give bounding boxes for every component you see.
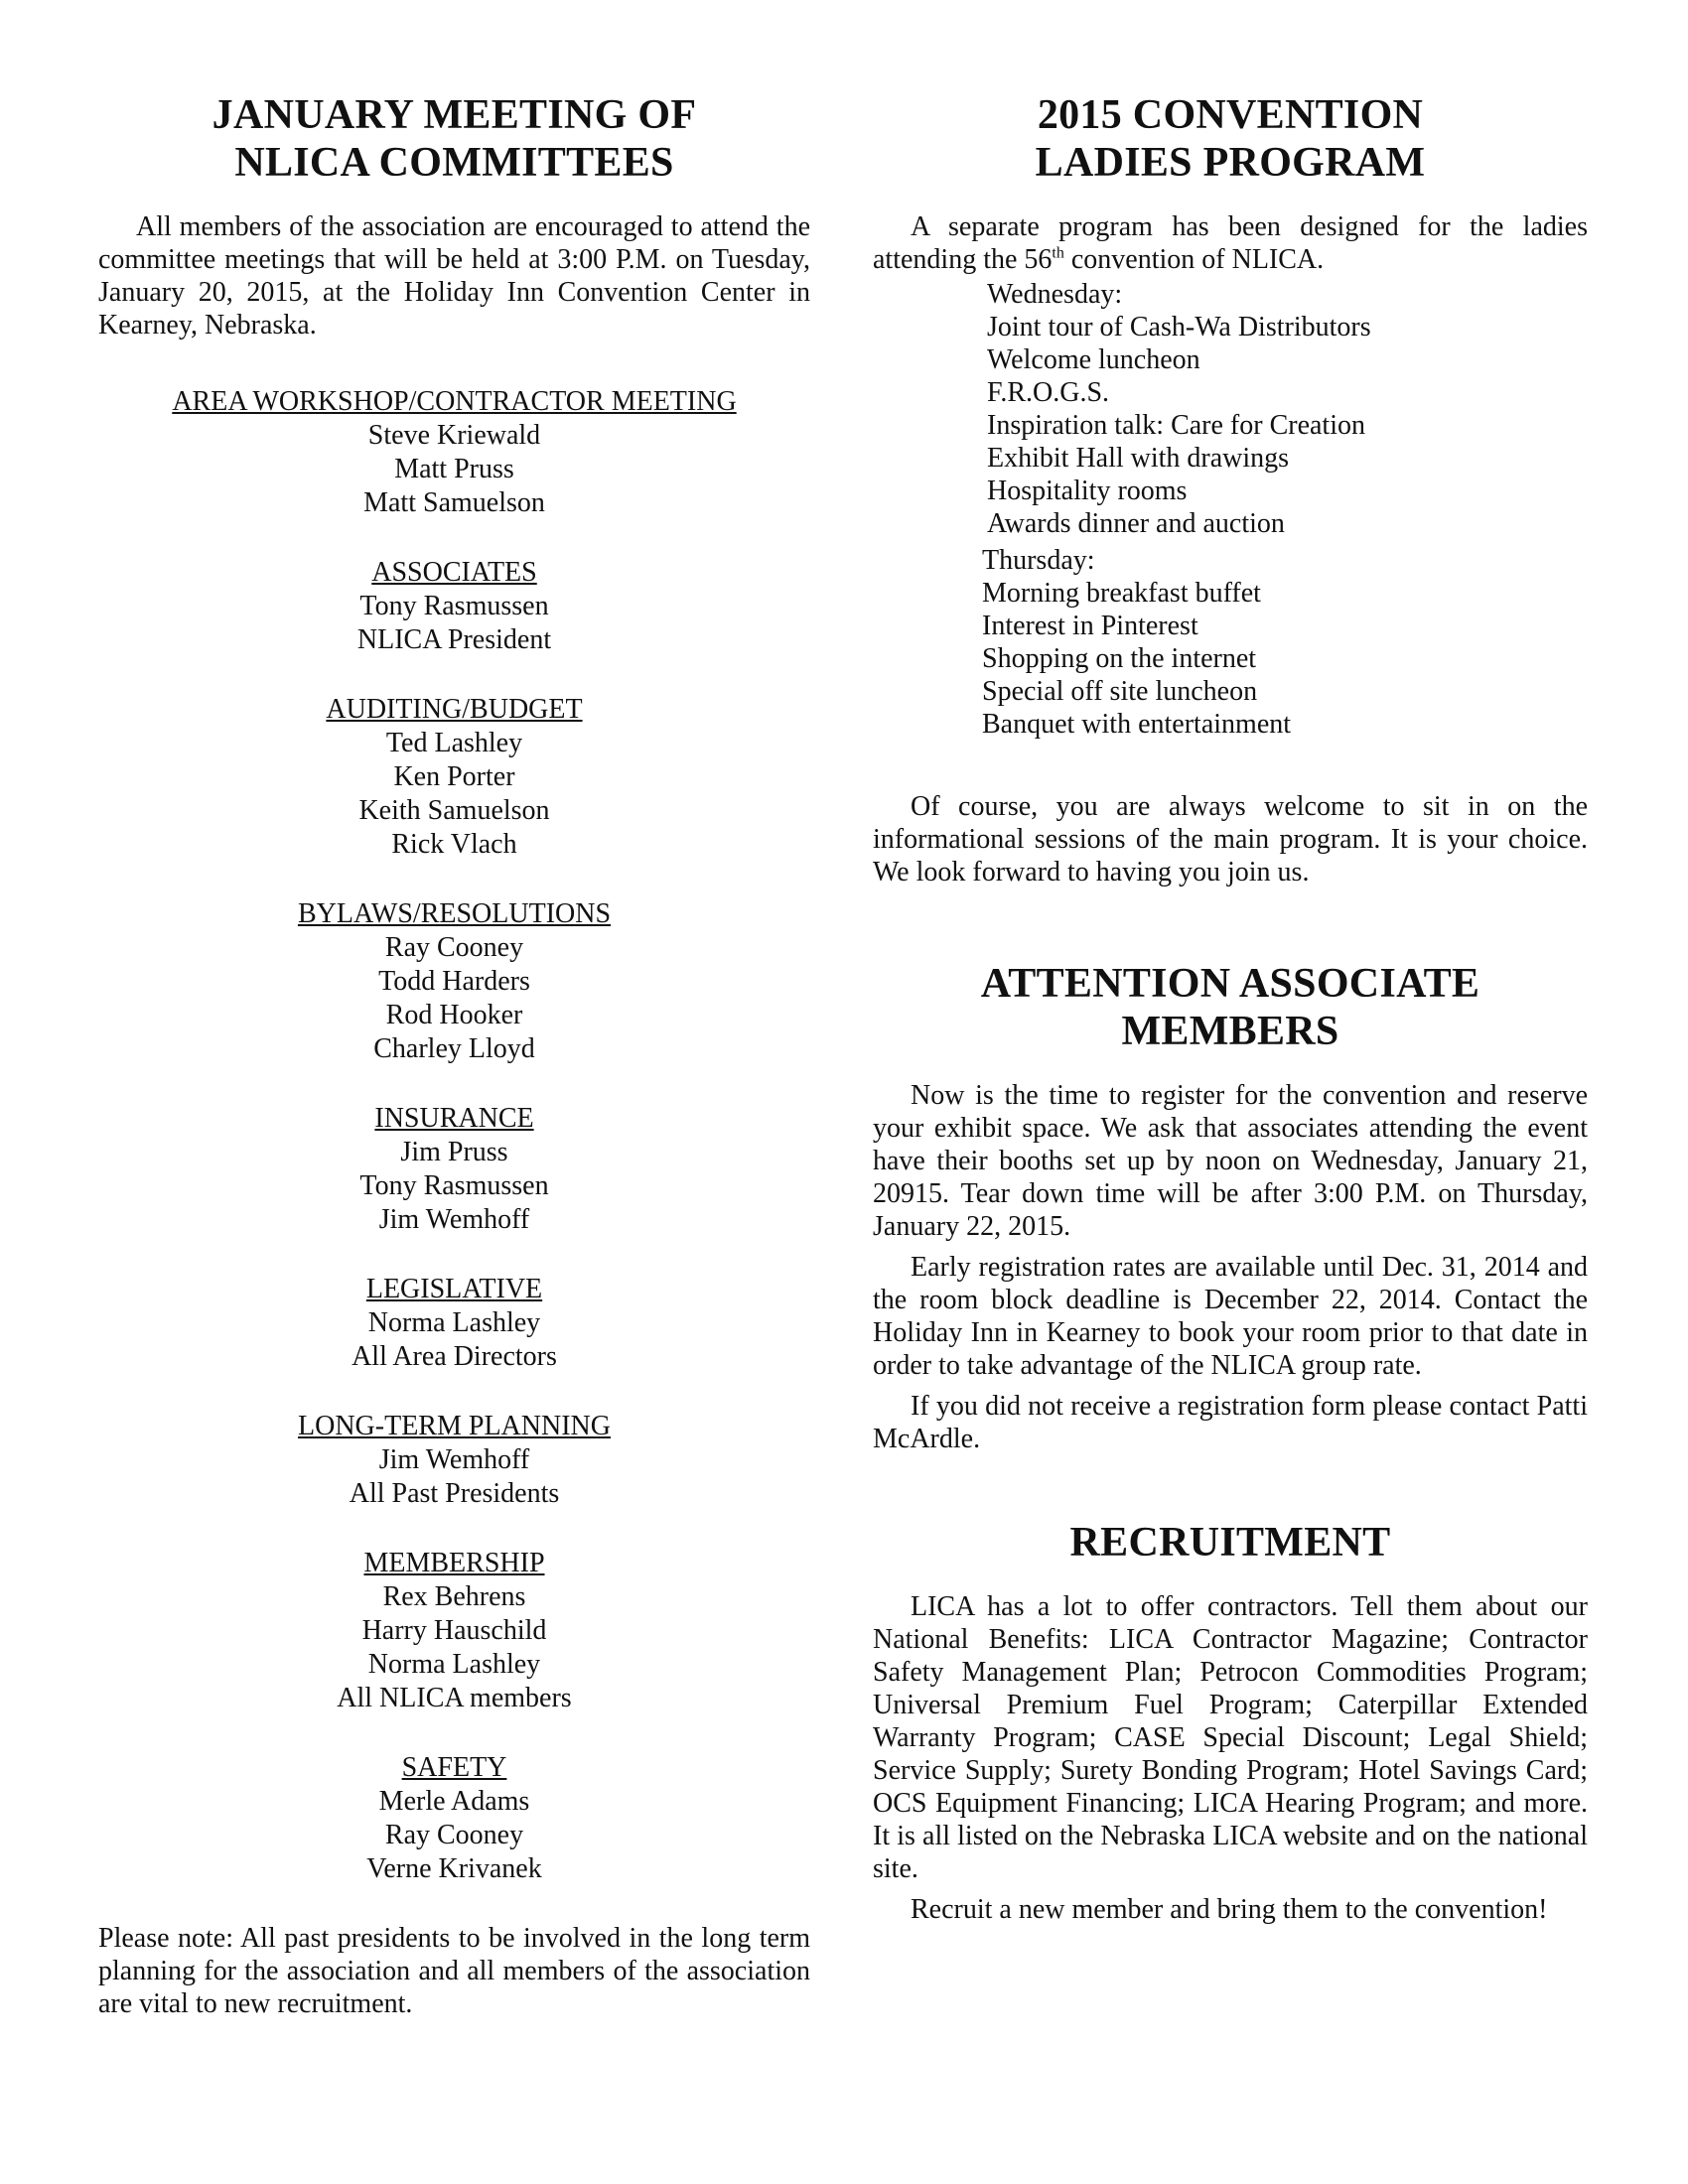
thursday-schedule xyxy=(873,544,1588,741)
committee-member: Rick Vlach xyxy=(391,829,517,860)
schedule-item: Awards dinner and auction xyxy=(987,508,1285,539)
committee-member: Jim Wemhoff xyxy=(378,1204,530,1235)
committee-member: Rod Hooker xyxy=(385,1000,523,1030)
ladies-program-intro: A separate program has been designed for the ladies attending the 56th convention of NLICA. xyxy=(873,211,1588,275)
committee-associates xyxy=(98,556,810,657)
committee-member: Ray Cooney xyxy=(384,1820,524,1850)
committee-member: Merle Adams xyxy=(378,1786,530,1817)
associates-title: ATTENTION ASSOCIATE MEMBERS xyxy=(980,961,1480,1054)
schedule-item: Shopping on the internet xyxy=(982,643,1257,674)
schedule-item: Interest in Pinterest xyxy=(982,611,1198,641)
committee-name: LEGISLATIVE xyxy=(365,1274,543,1304)
committee-member: Jim Pruss xyxy=(400,1137,508,1167)
committee-member: All Past Presidents xyxy=(349,1478,560,1509)
committee-member: Matt Pruss xyxy=(394,454,514,484)
committee-member: Ken Porter xyxy=(393,761,515,792)
committee-member: Jim Wemhoff xyxy=(378,1444,530,1475)
committee-bylaws-resolutions xyxy=(98,897,810,1066)
committee-name: BYLAWS/RESOLUTIONS xyxy=(297,898,612,929)
schedule-item: Inspiration talk: Care for Creation xyxy=(987,410,1365,441)
committee-member: NLICA President xyxy=(356,624,552,655)
committee-insurance xyxy=(98,1102,810,1237)
committees-note: Please note: All past presidents to be involved in the long term planning for the association and all members of the association are vital to new recruitment. xyxy=(98,1923,810,2019)
associates-paragraph-1: Now is the time to register for the convention and reserve your exhibit space. We ask that associates attending the event have their booths set up by noon on Wednesday, January 21, 20915. Tear down time will be after 3:00 P.M. on Thursday, January 22, 2015. xyxy=(873,1080,1588,1242)
committee-member: Charley Lloyd xyxy=(373,1033,535,1064)
right-column xyxy=(873,91,1588,1926)
ladies-program-closing: Of course, you are always welcome to sit in on the informational sessions of the main program. It is your choice. We look forward to having you join us. xyxy=(873,791,1588,887)
schedule-item: Hospitality rooms xyxy=(987,476,1188,506)
recruitment-paragraph-1: LICA has a lot to offer contractors. Tell them about our National Benefits: LICA Contractor Magazine; Contractor Safety Management Plan; Petrocon Commodities Program; Universal Premium Fuel Program; Caterpillar Extended Warranty Program; CASE Special Discount; Legal Shield; Service Supply; Surety Bonding Program; Hotel Savings Card; OCS Equipment Financing; LICA Hearing Program; and more. It is all listed on the Nebraska LICA website and on the national site. xyxy=(873,1591,1588,1884)
schedule-item: F.R.O.G.S. xyxy=(987,377,1110,408)
committee-member: Harry Hauschild xyxy=(361,1615,547,1646)
committee-name: LONG-TERM PLANNING xyxy=(298,1411,611,1441)
committee-member: All Area Directors xyxy=(352,1341,557,1372)
committee-name: AUDITING/BUDGET xyxy=(326,694,583,725)
committee-member: Keith Samuelson xyxy=(358,795,550,826)
associates-paragraph-3: If you did not receive a registration form please contact Patti McArdle. xyxy=(873,1391,1588,1454)
committee-member: Norma Lashley xyxy=(367,1649,541,1680)
committee-area-workshop xyxy=(98,385,810,520)
committees-intro: All members of the association are encouraged to attend the committee meetings that will be held at 3:00 P.M. on Tuesday, January 20, 2015, at the Holiday Inn Convention Center in Kearney, Nebraska. xyxy=(98,211,810,341)
schedule-item: Morning breakfast buffet xyxy=(982,578,1261,609)
schedule-item: Welcome luncheon xyxy=(987,344,1200,375)
wednesday-schedule xyxy=(873,278,1588,540)
recruitment-paragraph-2: Recruit a new member and bring them to the convention! xyxy=(911,1894,1548,1925)
recruitment-title: RECRUITMENT xyxy=(1069,1520,1391,1566)
schedule-item: Exhibit Hall with drawings xyxy=(987,443,1290,474)
committee-name: MEMBERSHIP xyxy=(363,1548,545,1578)
schedule-item: Thursday: xyxy=(982,545,1095,576)
committee-legislative xyxy=(98,1273,810,1374)
committee-member: Norma Lashley xyxy=(367,1307,541,1338)
committee-member: Verne Krivanek xyxy=(366,1853,542,1884)
committee-member: Steve Kriewald xyxy=(367,420,541,451)
committee-long-term-planning xyxy=(98,1410,810,1511)
committee-name: SAFETY xyxy=(401,1752,507,1783)
committee-member: Ted Lashley xyxy=(385,728,523,758)
schedule-item: Special off site luncheon xyxy=(982,676,1258,707)
ladies-program-title: 2015 CONVENTION LADIES PROGRAM xyxy=(1035,92,1426,186)
committee-name: AREA WORKSHOP/CONTRACTOR MEETING xyxy=(172,386,737,417)
committee-auditing-budget xyxy=(98,693,810,862)
committee-name: ASSOCIATES xyxy=(371,557,537,588)
committee-member: Todd Harders xyxy=(378,966,530,997)
schedule-item: Wednesday: xyxy=(987,279,1123,310)
left-column xyxy=(98,91,810,2020)
committees-title: JANUARY MEETING OF NLICA COMMITTEES xyxy=(211,92,697,186)
committee-member: All NLICA members xyxy=(337,1683,572,1713)
committee-name: INSURANCE xyxy=(374,1103,534,1134)
committee-safety xyxy=(98,1751,810,1886)
committee-list xyxy=(98,385,810,1886)
committee-member: Rex Behrens xyxy=(382,1581,526,1612)
committee-member: Tony Rasmussen xyxy=(359,591,549,621)
schedule-item: Joint tour of Cash-Wa Distributors xyxy=(987,312,1371,342)
schedule-item: Banquet with entertainment xyxy=(982,709,1292,740)
committee-member: Ray Cooney xyxy=(384,932,524,963)
associates-paragraph-2: Early registration rates are available until Dec. 31, 2014 and the room block deadline is December 22, 2014. Contact the Holiday Inn in Kearney to book your room prior to that date in order to take advantage of the NLICA group rate. xyxy=(873,1252,1588,1381)
committee-member: Tony Rasmussen xyxy=(359,1170,549,1201)
committee-membership xyxy=(98,1547,810,1715)
committee-member: Matt Samuelson xyxy=(363,487,545,518)
